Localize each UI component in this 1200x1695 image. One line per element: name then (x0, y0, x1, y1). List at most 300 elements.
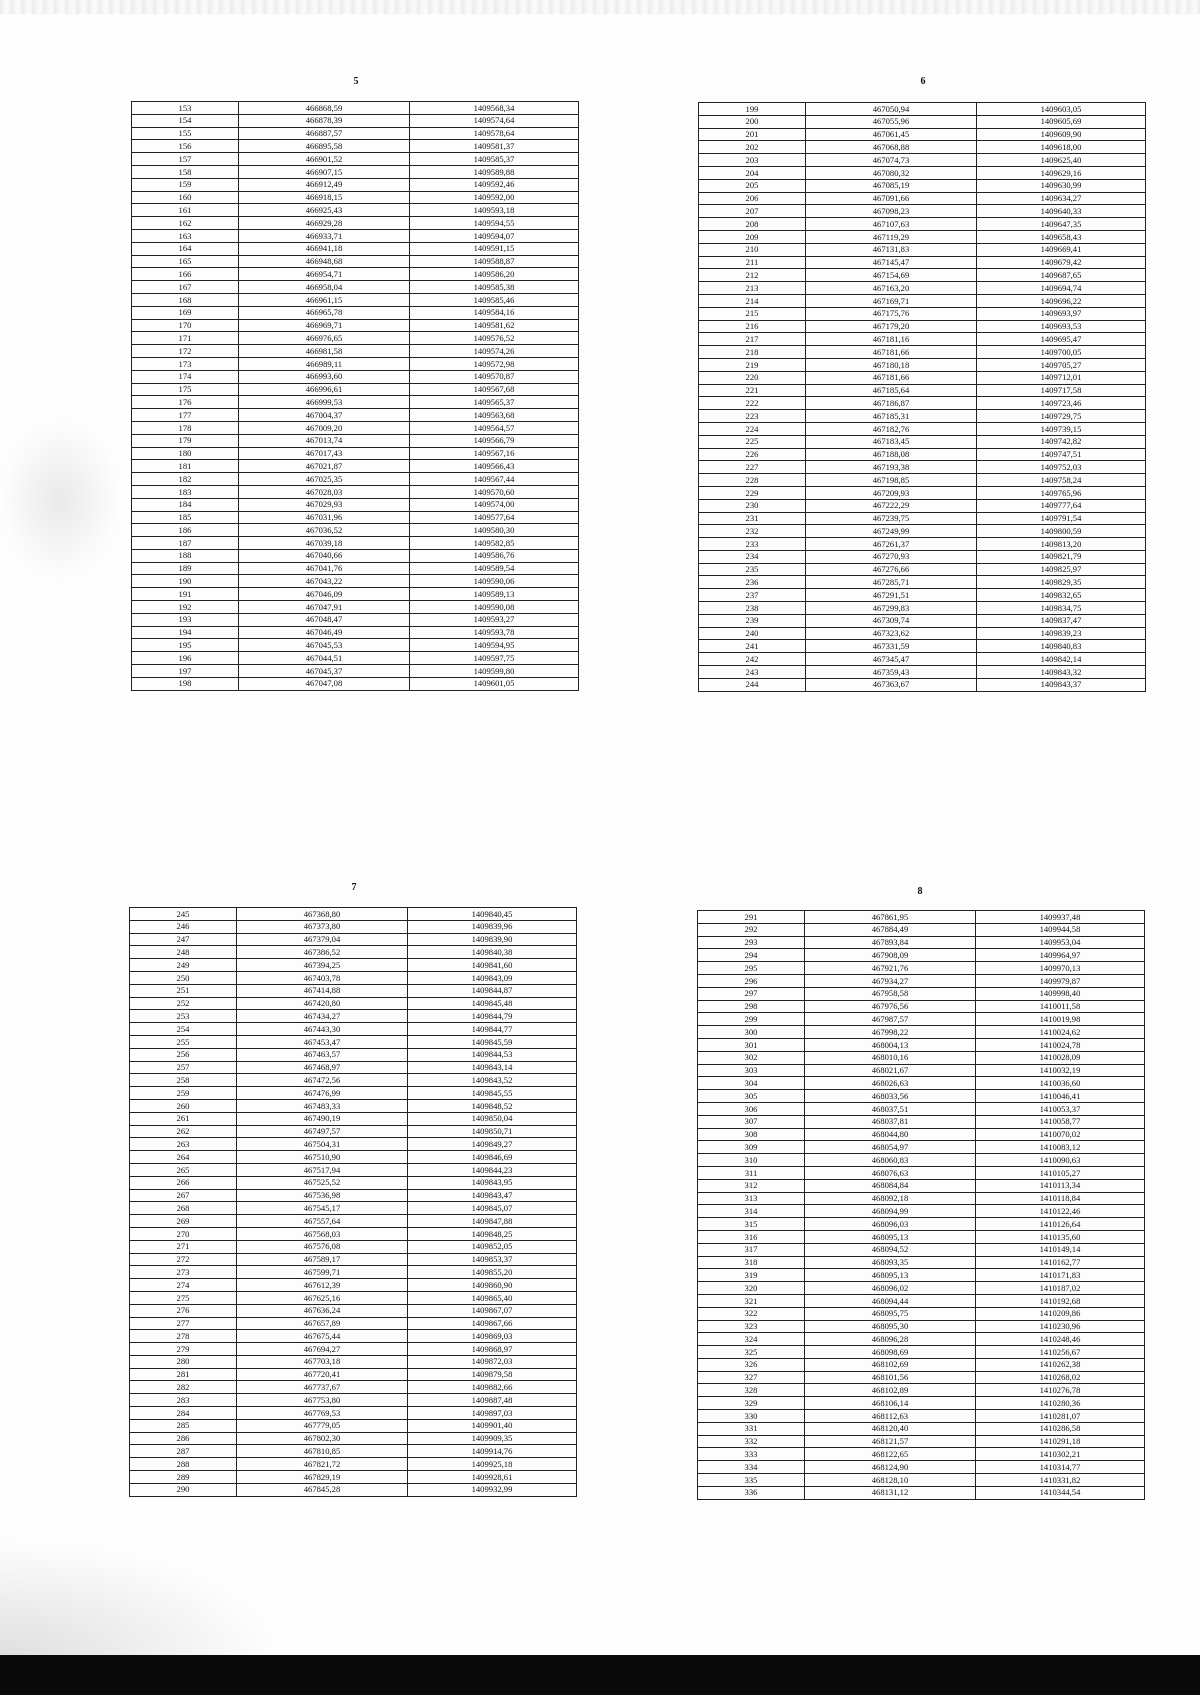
y-coordinate-cell: 1410024,78 (976, 1038, 1145, 1051)
point-number-cell: 254 (130, 1023, 237, 1036)
point-number-cell: 331 (698, 1422, 805, 1435)
table-row (130, 1304, 577, 1317)
x-coordinate-cell: 467044,51 (239, 652, 410, 665)
point-number-cell: 263 (130, 1138, 237, 1151)
y-coordinate-cell: 1409594,07 (410, 229, 579, 242)
point-number-cell: 209 (699, 230, 806, 243)
table-row (130, 1355, 577, 1368)
point-number-cell: 212 (699, 269, 806, 282)
table-row (130, 1330, 577, 1343)
x-coordinate-cell: 468054,97 (805, 1141, 976, 1154)
table-row (699, 346, 1146, 359)
point-number-cell: 282 (130, 1381, 237, 1394)
table-row (130, 1445, 577, 1458)
point-number-cell: 323 (698, 1320, 805, 1333)
point-number-cell: 235 (699, 563, 806, 576)
table-row (699, 538, 1146, 551)
y-coordinate-cell: 1409844,77 (408, 1023, 577, 1036)
table-row (699, 256, 1146, 269)
point-number-cell: 312 (698, 1179, 805, 1192)
point-number-cell: 168 (132, 293, 239, 306)
y-coordinate-cell: 1409925,18 (408, 1458, 577, 1471)
point-number-cell: 155 (132, 127, 239, 140)
table-row (132, 613, 579, 626)
y-coordinate-cell: 1410209,86 (976, 1307, 1145, 1320)
point-number-cell: 189 (132, 562, 239, 575)
point-number-cell: 330 (698, 1410, 805, 1423)
x-coordinate-cell: 467589,17 (237, 1253, 408, 1266)
point-number-cell: 292 (698, 923, 805, 936)
table-row (130, 971, 577, 984)
y-coordinate-cell: 1409585,37 (410, 153, 579, 166)
x-coordinate-cell: 467468,97 (237, 1061, 408, 1074)
y-coordinate-cell: 1409791,54 (977, 512, 1146, 525)
table-row (698, 1230, 1145, 1243)
point-number-cell: 321 (698, 1294, 805, 1307)
table-row (699, 525, 1146, 538)
y-coordinate-cell: 1409580,30 (410, 524, 579, 537)
table-row (130, 908, 577, 921)
x-coordinate-cell: 468033,56 (805, 1090, 976, 1103)
x-coordinate-cell: 468101,56 (805, 1371, 976, 1384)
x-coordinate-cell: 468095,75 (805, 1307, 976, 1320)
point-number-cell: 313 (698, 1192, 805, 1205)
x-coordinate-cell: 467368,80 (237, 908, 408, 921)
point-number-cell: 187 (132, 537, 239, 550)
table-row (132, 511, 579, 524)
x-coordinate-cell: 467031,96 (239, 511, 410, 524)
y-coordinate-cell: 1410248,46 (976, 1333, 1145, 1346)
x-coordinate-cell: 467934,27 (805, 974, 976, 987)
table-row (130, 1151, 577, 1164)
table-row (699, 230, 1146, 243)
x-coordinate-cell: 468037,51 (805, 1102, 976, 1115)
x-coordinate-cell: 467198,85 (806, 474, 977, 487)
table-row (698, 1128, 1145, 1141)
point-number-cell: 257 (130, 1061, 237, 1074)
table-row (130, 1163, 577, 1176)
coordinates-table (131, 101, 579, 691)
point-number-cell: 274 (130, 1279, 237, 1292)
table-row (132, 165, 579, 178)
x-coordinate-cell: 467737,67 (237, 1381, 408, 1394)
y-coordinate-cell: 1409845,55 (408, 1087, 577, 1100)
x-coordinate-cell: 467557,64 (237, 1215, 408, 1228)
table-row (698, 1486, 1145, 1499)
x-coordinate-cell: 467636,24 (237, 1304, 408, 1317)
table-row (132, 677, 579, 690)
point-number-cell: 244 (699, 678, 806, 691)
table-row (699, 218, 1146, 231)
y-coordinate-cell: 1409576,52 (410, 332, 579, 345)
table-row (699, 397, 1146, 410)
point-number-cell: 286 (130, 1432, 237, 1445)
table-row (132, 498, 579, 511)
point-number-cell: 255 (130, 1035, 237, 1048)
point-number-cell: 192 (132, 601, 239, 614)
y-coordinate-cell: 1409852,05 (408, 1240, 577, 1253)
table-row (130, 1279, 577, 1292)
x-coordinate-cell: 467080,32 (806, 166, 977, 179)
y-coordinate-cell: 1409590,08 (410, 601, 579, 614)
page-block-8 (697, 910, 1145, 1500)
x-coordinate-cell: 466958,04 (239, 281, 410, 294)
x-coordinate-cell: 468098,69 (805, 1346, 976, 1359)
y-coordinate-cell: 1409694,74 (977, 282, 1146, 295)
x-coordinate-cell: 467386,52 (237, 946, 408, 959)
table-row (130, 1010, 577, 1023)
point-number-cell: 322 (698, 1307, 805, 1320)
point-number-cell: 236 (699, 576, 806, 589)
x-coordinate-cell: 466941,18 (239, 242, 410, 255)
point-number-cell: 301 (698, 1038, 805, 1051)
y-coordinate-cell: 1409593,78 (410, 626, 579, 639)
point-number-cell: 228 (699, 474, 806, 487)
table-row (132, 652, 579, 665)
point-number-cell: 314 (698, 1205, 805, 1218)
y-coordinate-cell: 1409901,40 (408, 1419, 577, 1432)
point-number-cell: 280 (130, 1355, 237, 1368)
y-coordinate-cell: 1409845,48 (408, 997, 577, 1010)
x-coordinate-cell: 468095,13 (805, 1269, 976, 1282)
table-row (698, 1474, 1145, 1487)
point-number-cell: 224 (699, 422, 806, 435)
x-coordinate-cell: 466918,15 (239, 191, 410, 204)
table-row (130, 1061, 577, 1074)
point-number-cell: 197 (132, 665, 239, 678)
x-coordinate-cell: 466901,52 (239, 153, 410, 166)
y-coordinate-cell: 1409570,87 (410, 370, 579, 383)
table-row (130, 1458, 577, 1471)
point-number-cell: 190 (132, 575, 239, 588)
point-number-cell: 173 (132, 357, 239, 370)
y-coordinate-cell: 1409937,48 (976, 911, 1145, 924)
x-coordinate-cell: 467309,74 (806, 614, 977, 627)
y-coordinate-cell: 1409589,88 (410, 165, 579, 178)
table-row (132, 383, 579, 396)
point-number-cell: 253 (130, 1010, 237, 1023)
y-coordinate-cell: 1409599,80 (410, 665, 579, 678)
x-coordinate-cell: 467180,18 (806, 358, 977, 371)
table-row (699, 154, 1146, 167)
y-coordinate-cell: 1409842,14 (977, 653, 1146, 666)
y-coordinate-cell: 1409839,90 (408, 933, 577, 946)
x-coordinate-cell: 467046,09 (239, 588, 410, 601)
table-row (132, 588, 579, 601)
y-coordinate-cell: 1409844,87 (408, 984, 577, 997)
y-coordinate-cell: 1409574,64 (410, 114, 579, 127)
x-coordinate-cell: 468120,40 (805, 1422, 976, 1435)
table-row (132, 524, 579, 537)
table-row (130, 997, 577, 1010)
table-row (132, 575, 579, 588)
x-coordinate-cell: 468094,52 (805, 1243, 976, 1256)
y-coordinate-cell: 1409829,35 (977, 576, 1146, 589)
point-number-cell: 239 (699, 614, 806, 627)
x-coordinate-cell: 466912,49 (239, 178, 410, 191)
y-coordinate-cell: 1410187,02 (976, 1282, 1145, 1295)
table-row (699, 499, 1146, 512)
y-coordinate-cell: 1410122,46 (976, 1205, 1145, 1218)
x-coordinate-cell: 466868,59 (239, 102, 410, 115)
point-number-cell: 208 (699, 218, 806, 231)
point-number-cell: 288 (130, 1458, 237, 1471)
y-coordinate-cell: 1409834,75 (977, 602, 1146, 615)
point-number-cell: 277 (130, 1317, 237, 1330)
x-coordinate-cell: 467323,62 (806, 627, 977, 640)
table-row (132, 229, 579, 242)
table-row (130, 959, 577, 972)
y-coordinate-cell: 1410262,38 (976, 1358, 1145, 1371)
table-row (698, 1282, 1145, 1295)
coordinates-table (698, 102, 1146, 692)
x-coordinate-cell: 467041,76 (239, 562, 410, 575)
point-number-cell: 276 (130, 1304, 237, 1317)
y-coordinate-cell: 1409914,76 (408, 1445, 577, 1458)
x-coordinate-cell: 467185,64 (806, 384, 977, 397)
y-coordinate-cell: 1409586,76 (410, 549, 579, 562)
table-row (132, 140, 579, 153)
table-row (699, 627, 1146, 640)
x-coordinate-cell: 467599,71 (237, 1266, 408, 1279)
table-row (130, 1317, 577, 1330)
point-number-cell: 334 (698, 1461, 805, 1474)
y-coordinate-cell: 1409879,58 (408, 1368, 577, 1381)
table-row (698, 1410, 1145, 1423)
table-row (132, 306, 579, 319)
y-coordinate-cell: 1409601,05 (410, 677, 579, 690)
y-coordinate-cell: 1409591,15 (410, 242, 579, 255)
y-coordinate-cell: 1409568,34 (410, 102, 579, 115)
x-coordinate-cell: 466954,71 (239, 268, 410, 281)
point-number-cell: 196 (132, 652, 239, 665)
table-row (699, 205, 1146, 218)
y-coordinate-cell: 1409585,46 (410, 293, 579, 306)
table-row (132, 127, 579, 140)
x-coordinate-cell: 467291,51 (806, 589, 977, 602)
scan-edge-top (0, 0, 1200, 14)
table-row (132, 562, 579, 575)
table-row (699, 103, 1146, 116)
y-coordinate-cell: 1409590,06 (410, 575, 579, 588)
x-coordinate-cell: 467884,49 (805, 923, 976, 936)
y-coordinate-cell: 1409693,53 (977, 320, 1146, 333)
x-coordinate-cell: 468094,44 (805, 1294, 976, 1307)
x-coordinate-cell: 467359,43 (806, 666, 977, 679)
x-coordinate-cell: 466965,78 (239, 306, 410, 319)
table-row (130, 1087, 577, 1100)
y-coordinate-cell: 1409574,26 (410, 345, 579, 358)
x-coordinate-cell: 468106,14 (805, 1397, 976, 1410)
point-number-cell: 245 (130, 908, 237, 921)
table-row (699, 448, 1146, 461)
x-coordinate-cell: 468037,81 (805, 1115, 976, 1128)
x-coordinate-cell: 467017,43 (239, 447, 410, 460)
point-number-cell: 317 (698, 1243, 805, 1256)
table-row (698, 1064, 1145, 1077)
table-row (132, 281, 579, 294)
table-row (130, 1483, 577, 1496)
point-number-cell: 281 (130, 1368, 237, 1381)
y-coordinate-cell: 1409693,97 (977, 307, 1146, 320)
y-coordinate-cell: 1409581,37 (410, 140, 579, 153)
point-number-cell: 269 (130, 1215, 237, 1228)
y-coordinate-cell: 1409594,55 (410, 217, 579, 230)
table-row (132, 114, 579, 127)
y-coordinate-cell: 1409843,95 (408, 1176, 577, 1189)
y-coordinate-cell: 1409586,20 (410, 268, 579, 281)
x-coordinate-cell: 467239,75 (806, 512, 977, 525)
y-coordinate-cell: 1409839,23 (977, 627, 1146, 640)
table-row (699, 474, 1146, 487)
point-number-cell: 206 (699, 192, 806, 205)
x-coordinate-cell: 467694,27 (237, 1343, 408, 1356)
y-coordinate-cell: 1409572,98 (410, 357, 579, 370)
point-number-cell: 225 (699, 435, 806, 448)
point-number-cell: 247 (130, 933, 237, 946)
y-coordinate-cell: 1409592,46 (410, 178, 579, 191)
y-coordinate-cell: 1409605,69 (977, 115, 1146, 128)
y-coordinate-cell: 1409777,64 (977, 499, 1146, 512)
y-coordinate-cell: 1409567,16 (410, 447, 579, 460)
table-row (132, 396, 579, 409)
y-coordinate-cell: 1409843,09 (408, 971, 577, 984)
y-coordinate-cell: 1409845,07 (408, 1202, 577, 1215)
x-coordinate-cell: 467568,03 (237, 1227, 408, 1240)
point-number-cell: 163 (132, 229, 239, 242)
y-coordinate-cell: 1410011,58 (976, 1000, 1145, 1013)
point-number-cell: 273 (130, 1266, 237, 1279)
table-row (132, 204, 579, 217)
x-coordinate-cell: 467181,66 (806, 346, 977, 359)
table-row (130, 933, 577, 946)
point-number-cell: 233 (699, 538, 806, 551)
point-number-cell: 218 (699, 346, 806, 359)
point-number-cell: 305 (698, 1090, 805, 1103)
x-coordinate-cell: 467779,05 (237, 1419, 408, 1432)
table-row (130, 1112, 577, 1125)
y-coordinate-cell: 1409897,03 (408, 1407, 577, 1420)
x-coordinate-cell: 467193,38 (806, 461, 977, 474)
table-row (699, 358, 1146, 371)
point-number-cell: 222 (699, 397, 806, 410)
point-number-cell: 198 (132, 677, 239, 690)
y-coordinate-cell: 1409882,66 (408, 1381, 577, 1394)
y-coordinate-cell: 1409853,37 (408, 1253, 577, 1266)
y-coordinate-cell: 1409679,42 (977, 256, 1146, 269)
y-coordinate-cell: 1410135,60 (976, 1230, 1145, 1243)
x-coordinate-cell: 467443,30 (237, 1023, 408, 1036)
point-number-cell: 226 (699, 448, 806, 461)
table-row (132, 549, 579, 562)
point-number-cell: 299 (698, 1013, 805, 1026)
x-coordinate-cell: 467186,87 (806, 397, 977, 410)
table-row (132, 357, 579, 370)
x-coordinate-cell: 467154,69 (806, 269, 977, 282)
point-number-cell: 291 (698, 911, 805, 924)
y-coordinate-cell: 1410105,27 (976, 1166, 1145, 1179)
y-coordinate-cell: 1409588,87 (410, 255, 579, 268)
table-row (699, 166, 1146, 179)
x-coordinate-cell: 468093,35 (805, 1256, 976, 1269)
y-coordinate-cell: 1410113,34 (976, 1179, 1145, 1192)
y-coordinate-cell: 1409570,60 (410, 485, 579, 498)
x-coordinate-cell: 467249,99 (806, 525, 977, 538)
y-coordinate-cell: 1409944,58 (976, 923, 1145, 936)
point-number-cell: 250 (130, 971, 237, 984)
y-coordinate-cell: 1410162,77 (976, 1256, 1145, 1269)
table-row (699, 333, 1146, 346)
x-coordinate-cell: 467068,88 (806, 141, 977, 154)
point-number-cell: 271 (130, 1240, 237, 1253)
point-number-cell: 325 (698, 1346, 805, 1359)
x-coordinate-cell: 467536,98 (237, 1189, 408, 1202)
x-coordinate-cell: 467504,31 (237, 1138, 408, 1151)
table-row (698, 1435, 1145, 1448)
x-coordinate-cell: 467048,47 (239, 613, 410, 626)
point-number-cell: 315 (698, 1218, 805, 1231)
x-coordinate-cell: 467861,95 (805, 911, 976, 924)
x-coordinate-cell: 468131,12 (805, 1486, 976, 1499)
y-coordinate-cell: 1410053,37 (976, 1102, 1145, 1115)
y-coordinate-cell: 1409578,64 (410, 127, 579, 140)
x-coordinate-cell: 467209,93 (806, 486, 977, 499)
y-coordinate-cell: 1409872,03 (408, 1355, 577, 1368)
table-row (699, 320, 1146, 333)
y-coordinate-cell: 1410230,96 (976, 1320, 1145, 1333)
x-coordinate-cell: 468010,16 (805, 1051, 976, 1064)
y-coordinate-cell: 1409584,16 (410, 306, 579, 319)
x-coordinate-cell: 467169,71 (806, 294, 977, 307)
x-coordinate-cell: 467085,19 (806, 179, 977, 192)
point-number-cell: 201 (699, 128, 806, 141)
point-number-cell: 171 (132, 332, 239, 345)
y-coordinate-cell: 1409658,43 (977, 230, 1146, 243)
table-row (132, 345, 579, 358)
y-coordinate-cell: 1409695,47 (977, 333, 1146, 346)
table-row (130, 1368, 577, 1381)
point-number-cell: 319 (698, 1269, 805, 1282)
x-coordinate-cell: 467043,22 (239, 575, 410, 588)
y-coordinate-cell: 1409843,37 (977, 678, 1146, 691)
y-coordinate-cell: 1409850,04 (408, 1112, 577, 1125)
x-coordinate-cell: 467612,39 (237, 1279, 408, 1292)
x-coordinate-cell: 467181,16 (806, 333, 977, 346)
table-row (698, 1205, 1145, 1218)
table-row (699, 576, 1146, 589)
x-coordinate-cell: 466989,11 (239, 357, 410, 370)
x-coordinate-cell: 467998,22 (805, 1026, 976, 1039)
x-coordinate-cell: 467525,52 (237, 1176, 408, 1189)
table-row (698, 1192, 1145, 1205)
table-row (699, 243, 1146, 256)
y-coordinate-cell: 1409887,48 (408, 1394, 577, 1407)
table-row (699, 128, 1146, 141)
x-coordinate-cell: 467363,67 (806, 678, 977, 691)
table-row (130, 1035, 577, 1048)
point-number-cell: 169 (132, 306, 239, 319)
table-row (130, 1202, 577, 1215)
x-coordinate-cell: 467131,83 (806, 243, 977, 256)
point-number-cell: 179 (132, 434, 239, 447)
y-coordinate-cell: 1409593,27 (410, 613, 579, 626)
x-coordinate-cell: 467420,80 (237, 997, 408, 1010)
x-coordinate-cell: 468128,10 (805, 1474, 976, 1487)
y-coordinate-cell: 1410024,62 (976, 1026, 1145, 1039)
y-coordinate-cell: 1409843,32 (977, 666, 1146, 679)
x-coordinate-cell: 468102,89 (805, 1384, 976, 1397)
table-row (699, 678, 1146, 691)
